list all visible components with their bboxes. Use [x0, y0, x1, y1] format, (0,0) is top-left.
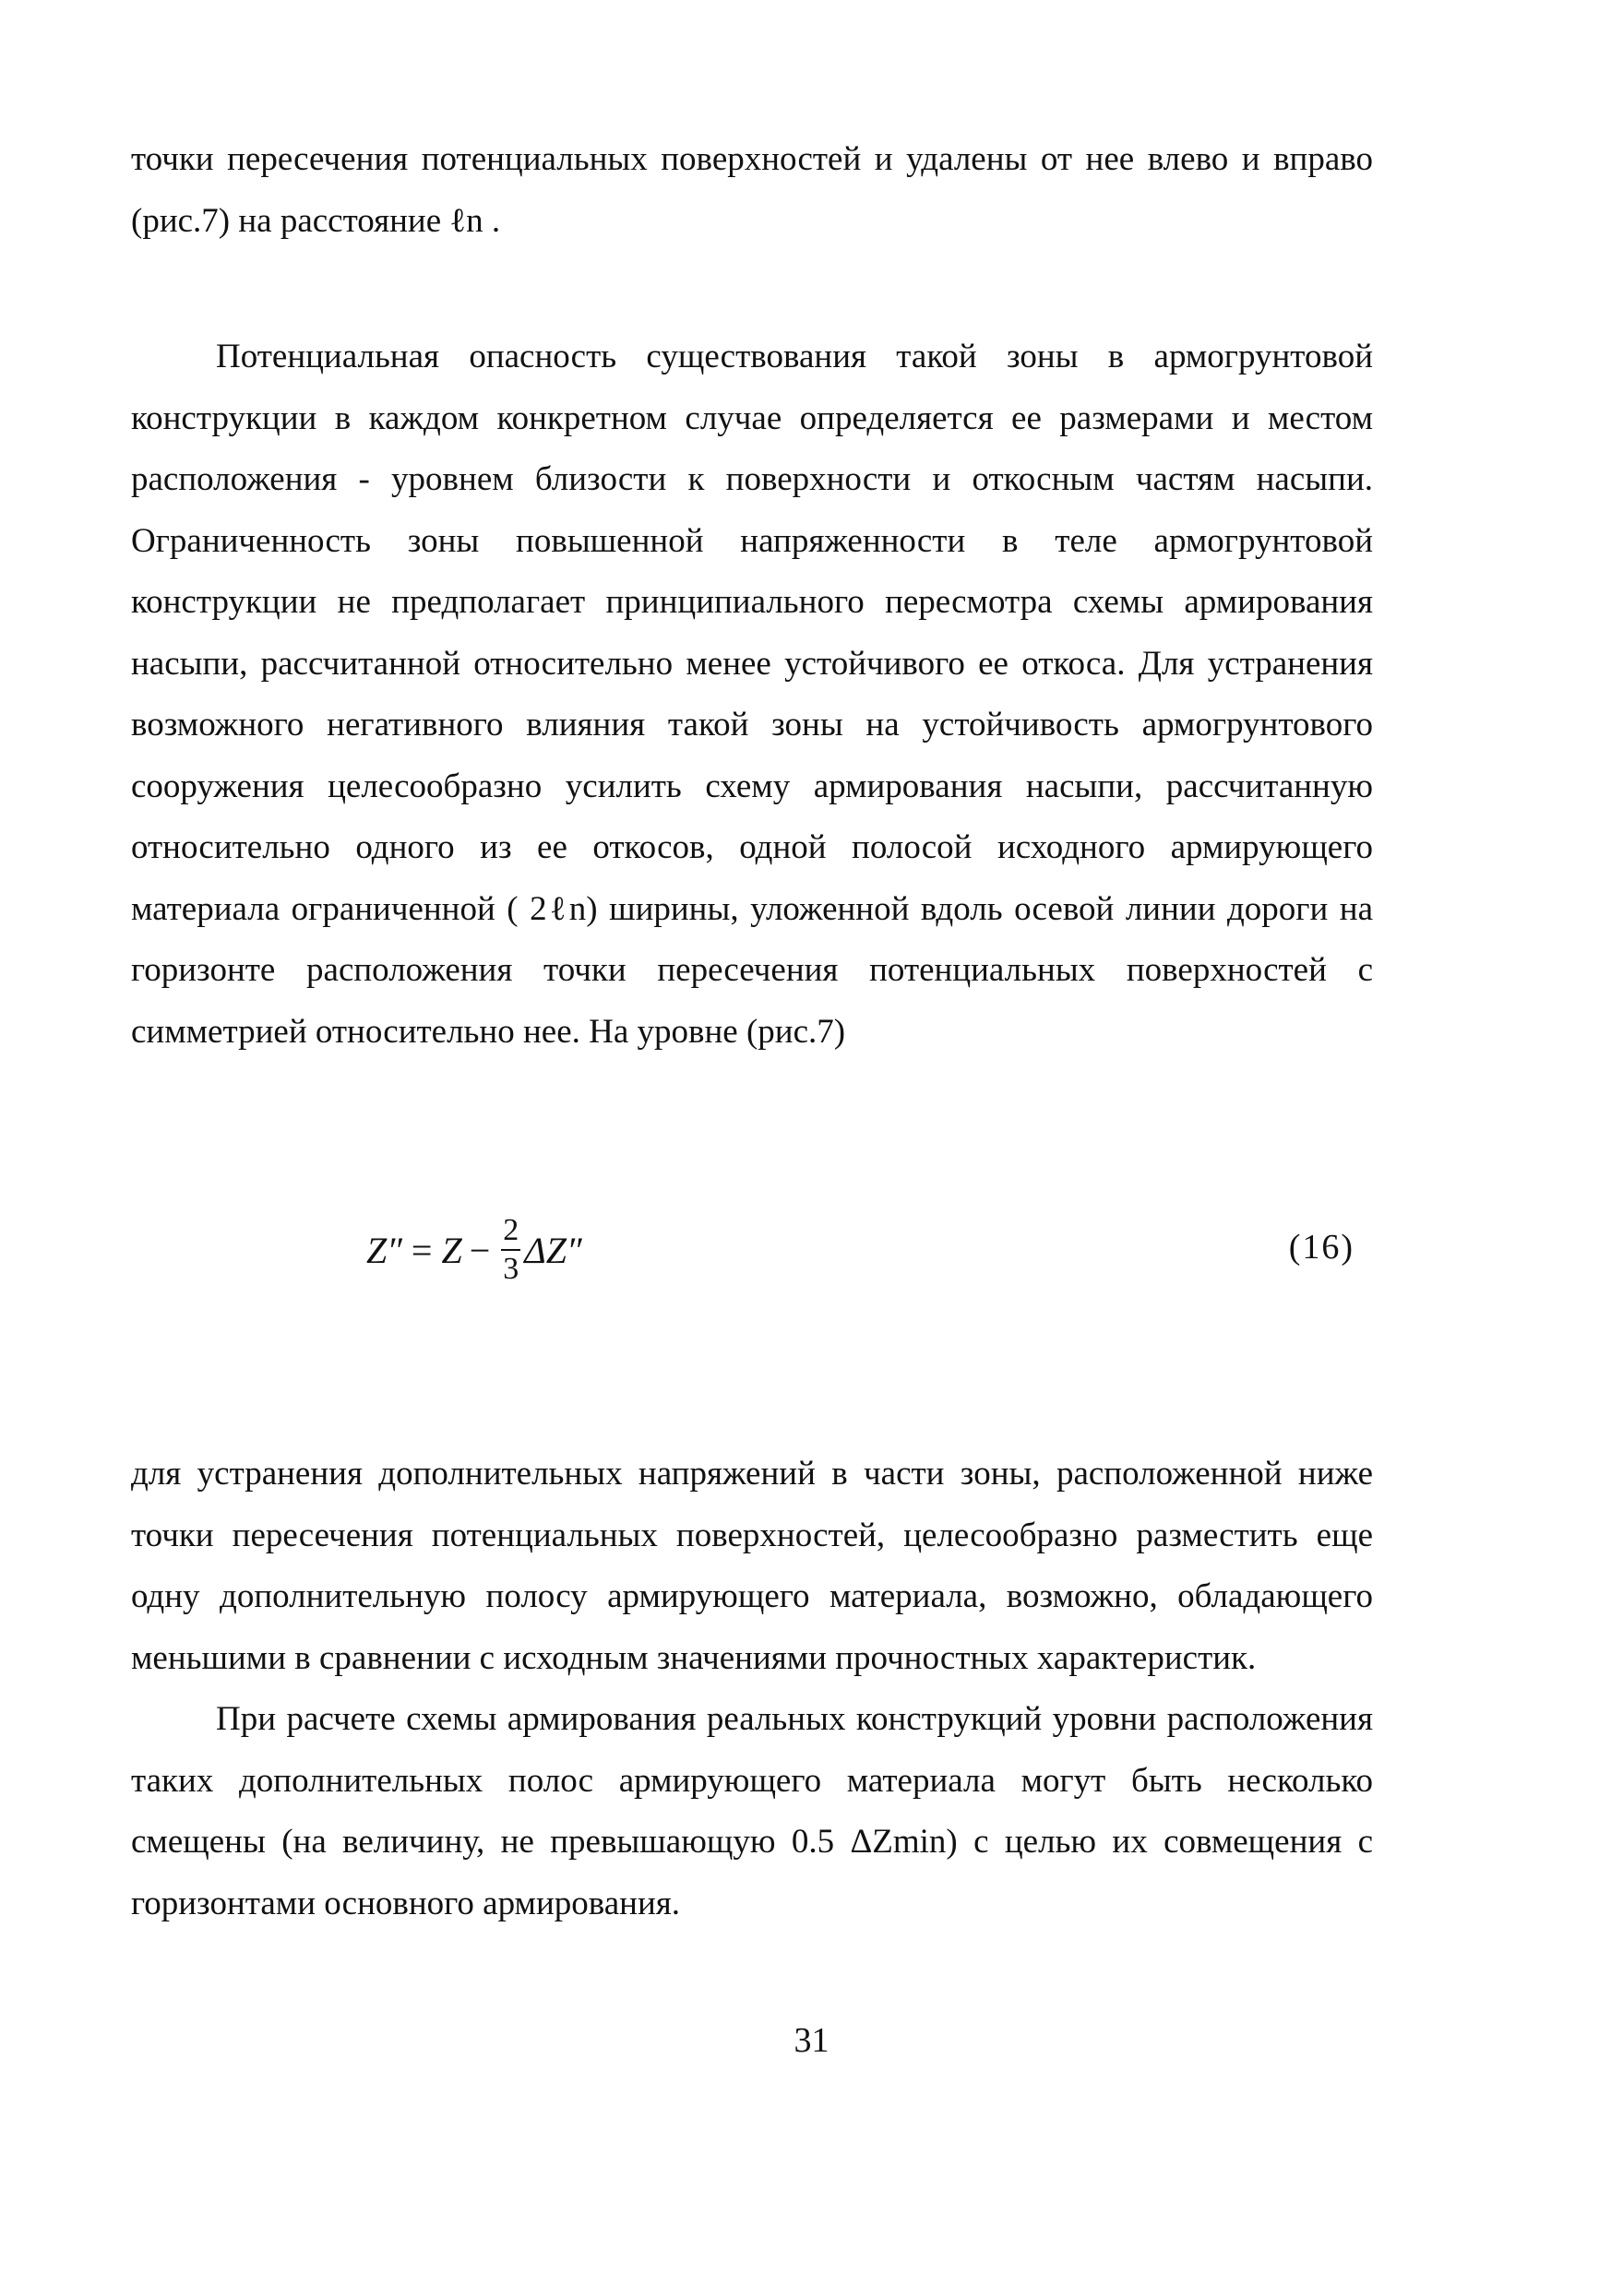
paragraph-3-text: для устранения дополнительных напряжений в части зоны, расположенной ниже точки пересечения потенциальных поверхностей, целесообразно разместить еще одну дополнительную полосу армирующего материала, возможно, обладающего меньшими в сравнении с исходным значениями прочностных характеристик. [131, 1455, 1373, 1677]
paragraph-1-text: точки пересечения потенциальных поверхностей и удалены от нее влево и вправо (рис.7) на расстояние ℓn . [131, 140, 1373, 240]
paragraph-2 [131, 327, 1373, 1063]
equation-formula [366, 1204, 582, 1296]
equation-lhs: Z″ [366, 1229, 402, 1271]
equation-number: (16) [1288, 1228, 1354, 1267]
paragraph-3-4 [131, 1444, 1373, 1934]
equation-z: Z [441, 1229, 462, 1271]
page-number: 31 [794, 2021, 829, 2060]
equation-equals: = [411, 1229, 433, 1271]
paragraph-2-text: Потенциальная опасность существования такой зоны в армогрунтовой конструкции в каждом конкретном случае определяется ее размерами и местом расположения - уровнем близости к поверхности и откосным частям насыпи. Ограниченность зоны повышенной напряженности в теле армогрунтовой конструкции не предполагает принципиального пересмотра схемы армирования насыпи, рассчитанной относительно менее устойчивого ее откоса. Для устранения возможного негативного влияния такой зоны на устойчивость армогрунтового сооружения целесообразно усилить схему армирования насыпи, рассчитанную относительно одного из ее откосов, одной полосой исходного армирующего материала ограниченной ( 2ℓn) ширины, уложенной вдоль осевой линии дороги на горизонте расположения точки пересечения потенциальных поверхностей с симметрией относительно нее. На уровне (рис.7) [131, 338, 1373, 1051]
fraction-denominator: 3 [503, 1252, 519, 1286]
equation-fraction [501, 1212, 520, 1288]
paragraph-4-text: При расчете схемы армирования реальных конструкций уровни расположения таких дополнительных полос армирующего материала могут быть несколько смещены (на величину, не превышающую 0.5 ΔZmin) с целью их совмещения с горизонтами основного армирования. [131, 1700, 1373, 1922]
equation-16 [131, 1185, 1373, 1315]
equation-minus: − [469, 1229, 491, 1271]
paragraph-1 [131, 129, 1373, 252]
fraction-numerator: 2 [501, 1212, 520, 1251]
equation-delta-term: ΔZ″ [524, 1229, 582, 1271]
